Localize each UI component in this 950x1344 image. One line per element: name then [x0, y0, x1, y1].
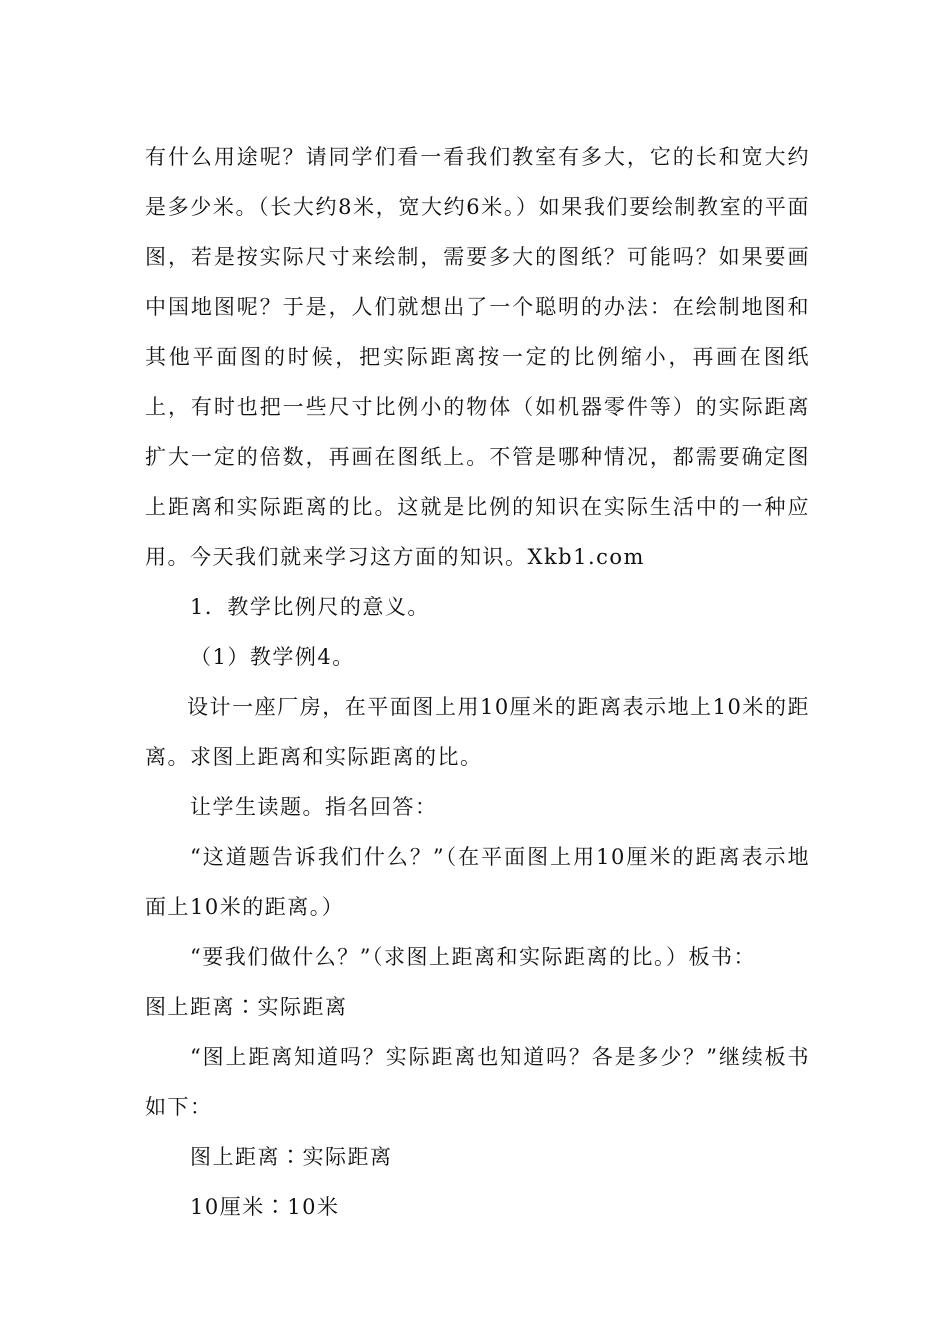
- instruction-paragraph: 让学生读题。指名回答：: [190, 795, 438, 819]
- board-writing-line: 图上距离∶实际距离: [190, 1145, 393, 1169]
- question-paragraph: “图上距离知道吗？实际距离也知道吗？各是多少？”继续板书如下：: [145, 1045, 810, 1119]
- question-paragraph: “这道题告诉我们什么？”（在平面图上用10厘米的距离表示地面上10米的距离。）: [145, 845, 810, 919]
- question-paragraph: “要我们做什么？”（求图上距离和实际距离的比。）板书：: [190, 945, 756, 969]
- document-body: [145, 132, 810, 1232]
- example-problem: 设计一座厂房，在平面图上用10厘米的距离表示地上10米的距离。求图上距离和实际距离的比。: [145, 695, 810, 769]
- board-writing-line: 10厘米∶10米: [190, 1195, 340, 1219]
- section-heading: 1．教学比例尺的意义。: [190, 595, 430, 619]
- board-writing-line: 图上距离∶实际距离: [145, 995, 348, 1019]
- intro-paragraph: 有什么用途呢？请同学们看一看我们教室有多大，它的长和宽大约是多少米。（长大约8米，宽大约6米。）如果我们要绘制教室的平面图，若是按实际尺寸来绘制，需要多大的图纸？可能吗？如果要画中国地图呢？于是，人们就想出了一个聪明的办法：在绘制地图和其他平面图的时候，把实际距离按一定的比例缩小，再画在图纸上，有时也把一些尺寸比例小的物体（如机器零件等）的实际距离扩大一定的倍数，再画在图纸上。不管是哪种情况，都需要确定图上距离和实际距离的比。这就是比例的知识在实际生活中的一种应用。今天我们就来学习这方面的知识。Xkb1.com: [145, 145, 810, 569]
- subsection-heading: （1）教学例4。: [190, 645, 355, 669]
